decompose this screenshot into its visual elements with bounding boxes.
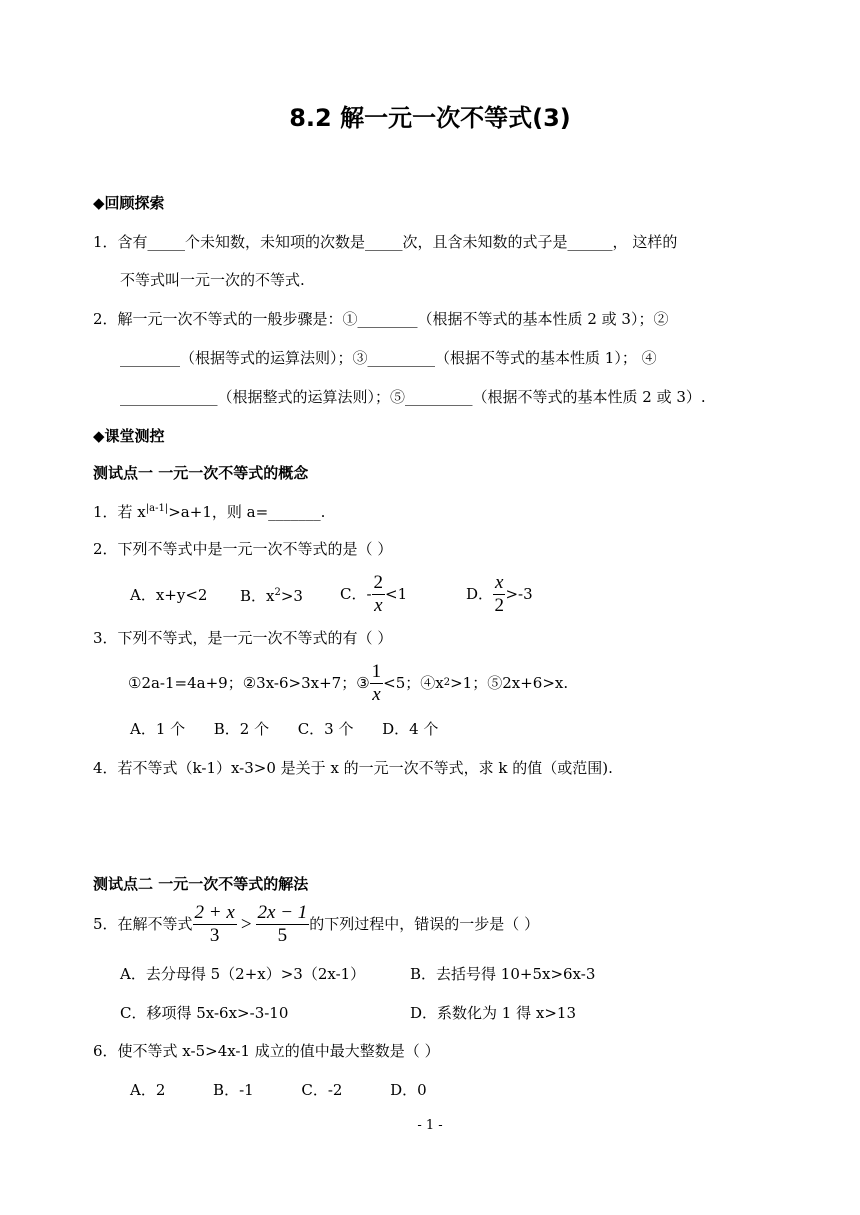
question-2: 2．下列不等式中是一元一次不等式的是（ ） xyxy=(93,540,393,558)
question-6: 6．使不等式 x-5>4x-1 成立的值中最大整数是（ ） xyxy=(93,1042,440,1060)
review-question-2-line-1: 2．解一元一次不等式的一般步骤是：①________（根据不等式的基本性质 2 或 3）；② xyxy=(93,310,669,328)
question-2-option-b xyxy=(240,588,303,604)
option-c-text: C．- xyxy=(340,584,372,603)
question-5-fraction-right xyxy=(256,903,310,946)
question-1-exponent: |a-1| xyxy=(145,503,169,514)
question-5-option-d: D．系数化为 1 得 x>13 xyxy=(410,1004,576,1022)
question-3-items-text-2: <5；④x xyxy=(383,673,444,692)
fraction-denominator: 5 xyxy=(277,924,288,946)
fraction-denominator: x xyxy=(374,594,383,616)
option-d-tail: >-3 xyxy=(505,584,533,603)
question-3-items-text: ①2a-1=4a+9；②3x-6>3x+7；③ xyxy=(128,673,370,692)
option-d-fraction xyxy=(493,573,505,616)
test-point-2-heading: 测试点二 一元一次不等式的解法 xyxy=(93,875,309,893)
fraction-denominator: 3 xyxy=(209,924,220,946)
fraction-denominator: x xyxy=(372,683,381,705)
fraction-numerator: 2 + x xyxy=(194,902,235,923)
page-title: 8.2 解一元一次不等式(3) xyxy=(289,104,571,132)
section-heading-review: ◆回顾探索 xyxy=(93,194,165,212)
fraction-numerator: 2x − 1 xyxy=(257,902,308,923)
review-question-2-line-2: ________（根据等式的运算法则）；③_________（根据不等式的基本性质 1）； ④ xyxy=(120,349,657,367)
option-b-tail: >3 xyxy=(280,587,303,605)
question-5-text-end: 的下列过程中，错误的一步是（ ） xyxy=(309,914,540,933)
question-2-option-d xyxy=(466,573,533,616)
question-3: 3．下列不等式，是一元一次不等式的有（ ） xyxy=(93,629,393,647)
option-d-text: D． xyxy=(466,584,494,603)
question-3-options: A．1 个 B．2 个 C．3 个 D．4 个 xyxy=(130,720,439,738)
fraction-numerator: 1 xyxy=(371,661,382,682)
review-question-2-line-3: _____________（根据整式的运算法则）；⑤_________（根据不等式的基本性质 2 或 3）. xyxy=(120,388,706,406)
question-2-option-c xyxy=(340,573,407,616)
section-heading-classroom: ◆课堂测控 xyxy=(93,427,165,445)
question-5-option-b: B．去括号得 10+5x>6x-3 xyxy=(410,965,596,983)
question-6-options: A．2 B．-1 C．-2 D．0 xyxy=(130,1081,427,1099)
fraction-numerator: 2 xyxy=(373,572,384,593)
option-b-exponent: 2 xyxy=(274,587,281,598)
test-point-1-heading: 测试点一 一元一次不等式的概念 xyxy=(93,464,309,482)
question-5-option-a: A．去分母得 5（2+x）>3（2x-1） xyxy=(120,965,366,983)
option-b-text: B．x xyxy=(240,587,275,605)
fraction-numerator: x xyxy=(495,572,504,593)
question-1 xyxy=(93,504,325,520)
review-question-1-line-1: 1．含有_____个未知数，未知项的次数是_____次，且含未知数的式子是______， 这样的 xyxy=(93,233,678,251)
option-c-tail: <1 xyxy=(385,584,408,603)
review-question-1-line-2: 不等式叫一元一次的不等式. xyxy=(120,271,305,289)
question-5-text: 5．在解不等式 xyxy=(93,914,193,933)
question-4: 4．若不等式（k-1）x-3>0 是关于 x 的一元一次不等式，求 k 的值（或范围). xyxy=(93,759,613,777)
question-5-fraction-left xyxy=(193,903,237,946)
question-3-items xyxy=(128,662,568,705)
question-3-items-text-3: >1；⑤2x+6>x. xyxy=(450,673,569,692)
question-3-fraction xyxy=(370,662,384,705)
greater-than-sign: > xyxy=(240,913,252,935)
question-2-option-a: A．x+y<2 xyxy=(130,586,208,604)
fraction-denominator: 2 xyxy=(494,594,504,616)
question-1-text-end: >a+1，则 a=_______. xyxy=(168,503,326,521)
question-5 xyxy=(93,903,539,946)
question-5-option-c: C．移项得 5x-6x>-3-10 xyxy=(120,1004,289,1022)
question-3-exponent: 2 xyxy=(443,677,451,689)
question-1-text-start: 1．若 x xyxy=(93,503,146,521)
page-number: - 1 - xyxy=(417,1118,443,1133)
option-c-fraction xyxy=(372,573,386,616)
